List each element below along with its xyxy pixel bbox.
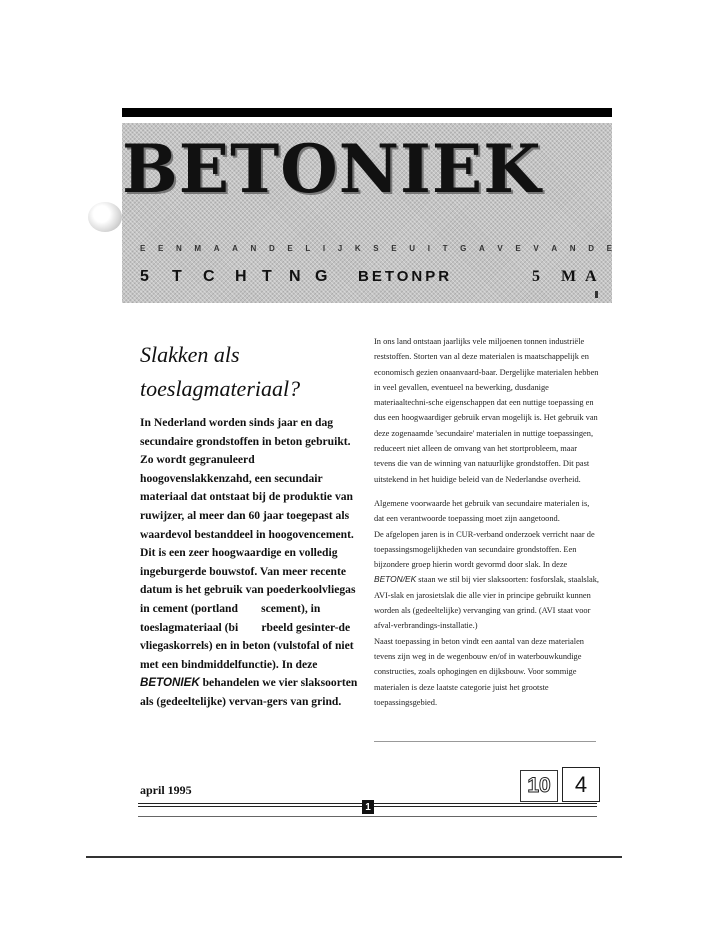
- body-end-rule: [374, 741, 596, 742]
- tagline-letter: I: [427, 244, 430, 253]
- masthead-title: BETONIEK: [122, 130, 542, 208]
- body-paragraph-1: In ons land ontstaan jaarlijks vele miljoenen tonnen industriële reststoffen. Storten van al deze materialen is maatschappelijk en economisch gezien onaanvaard-baar. Dergelijke materialen hebben in veel gevallen, eventueel na bewerking, dusdanige materiaaltechni-sche eigenschappen dat een nuttige toepassing en dus een hoogwaardiger gebruik ervan mogelijk is. Het gebruik van deze zogenaamde 'secundaire' materialen in nuttige toepassingen, reduceert niet alleen de omvang van het stortprobleem, maar tevens die van de winning van natuurlijke grondstoffen. Dit past uitstekend in het huidige beleid van de Nederlandse overheid.: [374, 337, 599, 484]
- intro-text-1: In Nederland worden sinds jaar en dag secundaire grondstoffen in beton gebruikt. Zo wordt gegranuleerd hoogovenslakkenzahd, een secundair materiaal dat ontstaat bij de produktie van ruwijzer, al meer dan 60 jaar toegepast als waardevol bestanddeel in hoogovencement. Dit is een zeer hoogwaardige en volledig ingeburgerde bouwstof. Van meer recente datum is het gebruik van poederkoolvliegas in cement (portland scement), in toeslagmateriaal (bi rbeeld gesinter-de vliegaskorrels) en in beton (vulstofal of niet met een bindmiddelfunctie). In deze: [140, 416, 356, 671]
- subline-fragment: H: [235, 268, 247, 285]
- tagline-letter: M: [194, 244, 202, 253]
- tagline-letter: D: [588, 244, 594, 253]
- tagline-letter: I: [322, 244, 326, 253]
- body-brand: BETON/EK: [374, 574, 417, 585]
- tagline-letter: J: [337, 244, 343, 253]
- tagline-letter: A: [551, 244, 558, 253]
- tagline-letter: G: [460, 244, 467, 253]
- tagline-letter: E: [391, 244, 397, 253]
- tagline-letter: D: [268, 244, 275, 253]
- masthead-top-bar: [122, 108, 612, 117]
- subline-fragment: M: [561, 268, 577, 285]
- subline-fragment: 5: [532, 268, 540, 285]
- tagline-letter: V: [533, 244, 539, 253]
- headline-line-1: Slakken als: [140, 342, 240, 367]
- subline-fragment: T: [262, 268, 272, 285]
- volume-number-box: 4: [562, 767, 600, 802]
- article-headline: [140, 338, 340, 406]
- emblem-icon: [88, 202, 122, 232]
- subline-fragment: 5: [140, 268, 149, 285]
- body-paragraph-3: [374, 527, 600, 634]
- subline-fragment: T: [172, 268, 182, 285]
- tagline-letter: U: [409, 244, 416, 253]
- tagline-letter: E: [140, 244, 146, 253]
- subline-fragment: G: [315, 268, 328, 285]
- tagline-letter: K: [354, 244, 361, 253]
- tagline-letter: S: [373, 244, 379, 253]
- subline-fragment: BETONPR: [358, 268, 453, 285]
- tagline-letter: V: [497, 244, 503, 253]
- masthead-subline: [140, 268, 605, 290]
- corner-mark: [595, 291, 598, 298]
- tagline-letter: E: [157, 244, 164, 253]
- issue-date: april 1995: [140, 783, 192, 797]
- tagline-letter: E: [287, 244, 293, 253]
- body-paragraph-2: Algemene voorwaarde het gebruik van secundaire materialen is, dat een verantwoorde toepassing moet zijn aangetoond.: [374, 498, 590, 524]
- page-bottom-rule: [86, 856, 622, 858]
- masthead-tagline: [140, 244, 612, 253]
- tagline-letter: L: [305, 244, 311, 253]
- article-body: [374, 334, 600, 710]
- headline-line-2: toeslagmateriaal?: [140, 376, 301, 401]
- page-number: 1: [362, 800, 374, 814]
- tagline-letter: N: [250, 244, 257, 253]
- issue-number-box: 10: [520, 770, 558, 802]
- footer-rule: [138, 816, 597, 817]
- subline-fragment: A: [585, 268, 597, 285]
- subline-fragment: C: [203, 268, 215, 285]
- intro-text-2: behandelen we vier slaksoorten als (gedeeltelijke) vervan-gers van grind.: [140, 676, 358, 708]
- tagline-letter: N: [175, 244, 182, 253]
- article-intro: [140, 414, 362, 712]
- body-paragraph-3-text-2: staan we stil bij vier slaksoorten: fosforslak, staalslak, AVI-slak en jarosietslak die alle vier in principe gebruikt kunnen worden als (gedeeltelijke) vervanging van grind. (AVI staat voor afval-verbrandings-installatie.): [374, 575, 600, 631]
- intro-brand: BETONIEK: [140, 676, 200, 690]
- subline-fragment: N: [289, 268, 301, 285]
- tagline-letter: T: [442, 244, 448, 253]
- tagline-letter: A: [478, 244, 485, 253]
- body-paragraph-4: Naast toepassing in beton vindt een aantal van deze materialen tevens zijn weg in de wegenbouw en/of in waterbouwkundige constructies, zoals ophogingen en dijksbouw. Voor sommige materialen is deze laatste categorie juist het grootste toepassingsgebied.: [374, 636, 584, 707]
- tagline-letter: A: [213, 244, 220, 253]
- tagline-letter: A: [232, 244, 238, 253]
- tagline-letter: E: [515, 244, 521, 253]
- body-paragraph-3-text-1: De afgelopen jaren is in CUR-verband onderzoek verricht naar de toepassingsmogelijkheden van secundaire grondstoffen. Een bijzondere groep hierin wordt gevormd door slak. In deze: [374, 529, 595, 570]
- tagline-letter: N: [569, 244, 576, 253]
- tagline-letter: E: [606, 244, 612, 253]
